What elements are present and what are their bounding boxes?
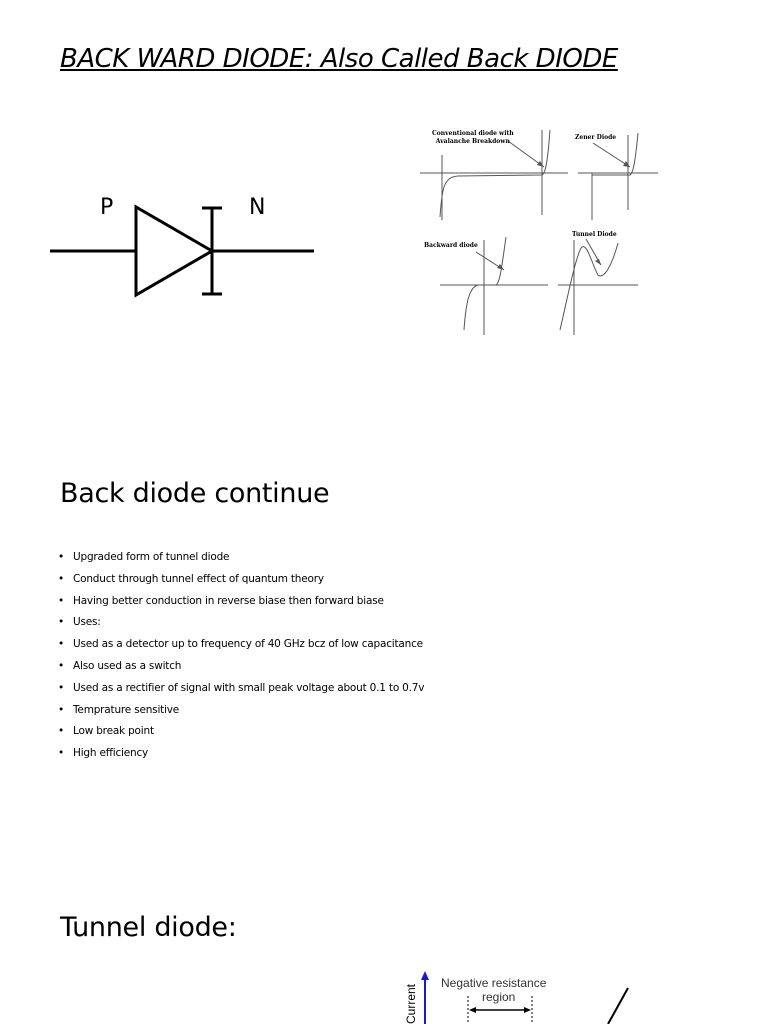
list-item-text: Having better conduction in reverse biase then forward biase bbox=[73, 594, 384, 607]
list-item bbox=[58, 636, 424, 658]
bullet-marker: • bbox=[58, 638, 64, 651]
list-item-text: Used as a detector up to frequency of 40 GHz bcz of low capacitance bbox=[73, 638, 423, 651]
bullet-marker: • bbox=[58, 703, 64, 716]
n-region-label: N bbox=[249, 195, 266, 220]
list-item-text: Used as a rectifier of signal with small peak voltage about 0.1 to 0.7v bbox=[73, 681, 425, 694]
bullet-marker: • bbox=[58, 747, 64, 760]
zener-diode-caption: Zener Diode bbox=[575, 134, 617, 141]
diode-iv-characteristics-figure bbox=[418, 125, 668, 344]
list-item bbox=[58, 702, 424, 724]
section-heading: Tunnel diode: bbox=[60, 912, 237, 943]
bullet-marker: • bbox=[58, 616, 64, 629]
list-item bbox=[58, 723, 424, 745]
region-label-line1: Negative resistance bbox=[441, 976, 547, 990]
list-item bbox=[58, 571, 424, 593]
y-axis-arrow-icon bbox=[421, 971, 429, 980]
tunnel-diode-caption: Tunnel Diode bbox=[572, 231, 617, 238]
region-arrow-right-icon bbox=[524, 1007, 531, 1013]
p-region-label: P bbox=[100, 195, 114, 220]
iv-curves-icon bbox=[418, 125, 668, 340]
backward-diode-caption: Backward diode bbox=[424, 242, 478, 249]
list-item bbox=[58, 614, 424, 636]
slide-title: BACK WARD DIODE: Also Called Back DIODE bbox=[60, 44, 618, 74]
bullet-list bbox=[58, 549, 424, 767]
iv-curve-segment bbox=[608, 988, 628, 1024]
bullet-marker: • bbox=[58, 572, 64, 585]
y-axis-label: Current bbox=[404, 983, 418, 1024]
bullet-marker: • bbox=[58, 659, 64, 672]
conventional-diode-caption: Conventional diode with Avalanche Breakdown bbox=[432, 130, 514, 145]
list-item-text: Also used as a switch bbox=[73, 659, 182, 672]
list-item bbox=[58, 593, 424, 615]
list-item bbox=[58, 680, 424, 702]
region-arrow-left-icon bbox=[469, 1007, 476, 1013]
bullet-marker: • bbox=[58, 551, 64, 563]
list-item-text: Low break point bbox=[73, 725, 154, 738]
tunnel-diode-graph bbox=[398, 968, 648, 1024]
list-item bbox=[58, 658, 424, 680]
list-item-text: Upgraded form of tunnel diode bbox=[73, 551, 230, 563]
diode-symbol-icon bbox=[48, 190, 318, 302]
section-heading: Back diode continue bbox=[60, 478, 330, 509]
region-label-line2: region bbox=[482, 990, 516, 1004]
list-item-text: High efficiency bbox=[73, 747, 149, 760]
list-item-text: Uses: bbox=[73, 616, 101, 629]
bullet-marker: • bbox=[58, 725, 64, 738]
bullet-marker: • bbox=[58, 681, 64, 694]
list-item bbox=[58, 549, 424, 571]
list-item-text: Conduct through tunnel effect of quantum theory bbox=[73, 572, 324, 585]
bullet-marker: • bbox=[58, 594, 64, 607]
list-item-text: Temprature sensitive bbox=[73, 703, 180, 716]
list-item bbox=[58, 745, 424, 767]
